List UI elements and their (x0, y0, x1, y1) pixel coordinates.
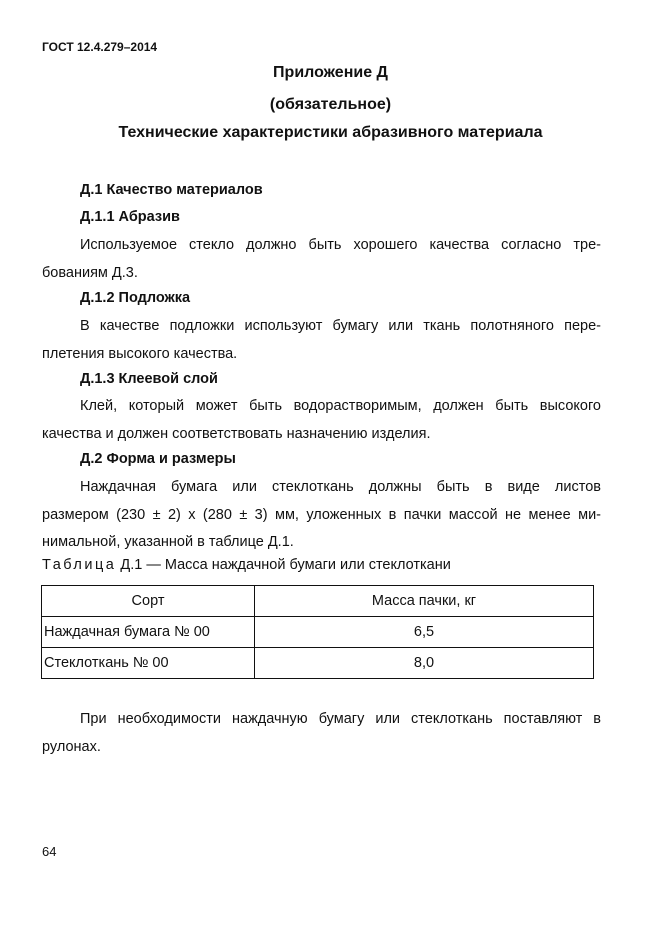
section-d12-text (42, 313, 601, 368)
mass-table (41, 585, 594, 679)
table-cell: Стеклоткань № 00 (42, 648, 255, 679)
appendix-subtitle: Технические характеристики абразивного материала (118, 124, 543, 141)
text-line: Наждачная бумага или стеклоткань должны быть в виде листов (80, 479, 601, 495)
page-number: 64 (42, 844, 57, 859)
text-line: В качестве подложки используют бумагу или ткань полотняного пере- (80, 318, 601, 334)
table-caption-text: Д.1 — Масса наждачной бумаги или стеклоткани (120, 557, 451, 573)
table-cell: Наждачная бумага № 00 (42, 617, 255, 648)
document-code: ГОСТ 12.4.279–2014 (42, 40, 158, 54)
table-cell: 8,0 (255, 648, 594, 679)
section-d1-heading: Д.1 Качество материалов (80, 182, 263, 198)
note-text (42, 706, 601, 761)
appendix-title: Приложение Д (273, 64, 388, 81)
text-line: размером (230 ± 2) х (280 ± 3) мм, уложенных в пачки массой не менее ми- (42, 506, 601, 523)
text-line: Используемое стекло должно быть хорошего качества согласно тре- (80, 237, 601, 253)
table-header-cell: Сорт (42, 586, 255, 617)
table-caption (42, 557, 451, 573)
text-line: нимальной, указанной в таблице Д.1. (42, 534, 294, 550)
text-line: рулонах. (42, 738, 101, 755)
table-header-row (42, 586, 594, 617)
text-line: При необходимости наждачную бумагу или стеклоткань поставляют в (80, 711, 601, 727)
section-d2-text (42, 474, 601, 557)
section-d13-heading: Д.1.3 Клеевой слой (80, 371, 218, 387)
text-line: Клей, который может быть водорастворимым, должен быть высокого (80, 398, 601, 414)
section-d11-heading: Д.1.1 Абразив (80, 209, 180, 225)
table-header-cell: Масса пачки, кг (255, 586, 594, 617)
table-cell: 6,5 (255, 617, 594, 648)
table-row (42, 617, 594, 648)
appendix-status: (обязательное) (269, 96, 392, 113)
table-row (42, 648, 594, 679)
text-line: плетения высокого качества. (42, 345, 238, 362)
section-d2-heading: Д.2 Форма и размеры (80, 451, 236, 467)
text-line: качества и должен соответствовать назначению изделия. (42, 425, 431, 442)
section-d11-text (42, 232, 601, 287)
table-caption-label: Таблица (42, 557, 117, 573)
section-d12-heading: Д.1.2 Подложка (80, 290, 191, 306)
section-d13-text (42, 393, 601, 448)
text-line: бованиям Д.3. (42, 264, 138, 281)
